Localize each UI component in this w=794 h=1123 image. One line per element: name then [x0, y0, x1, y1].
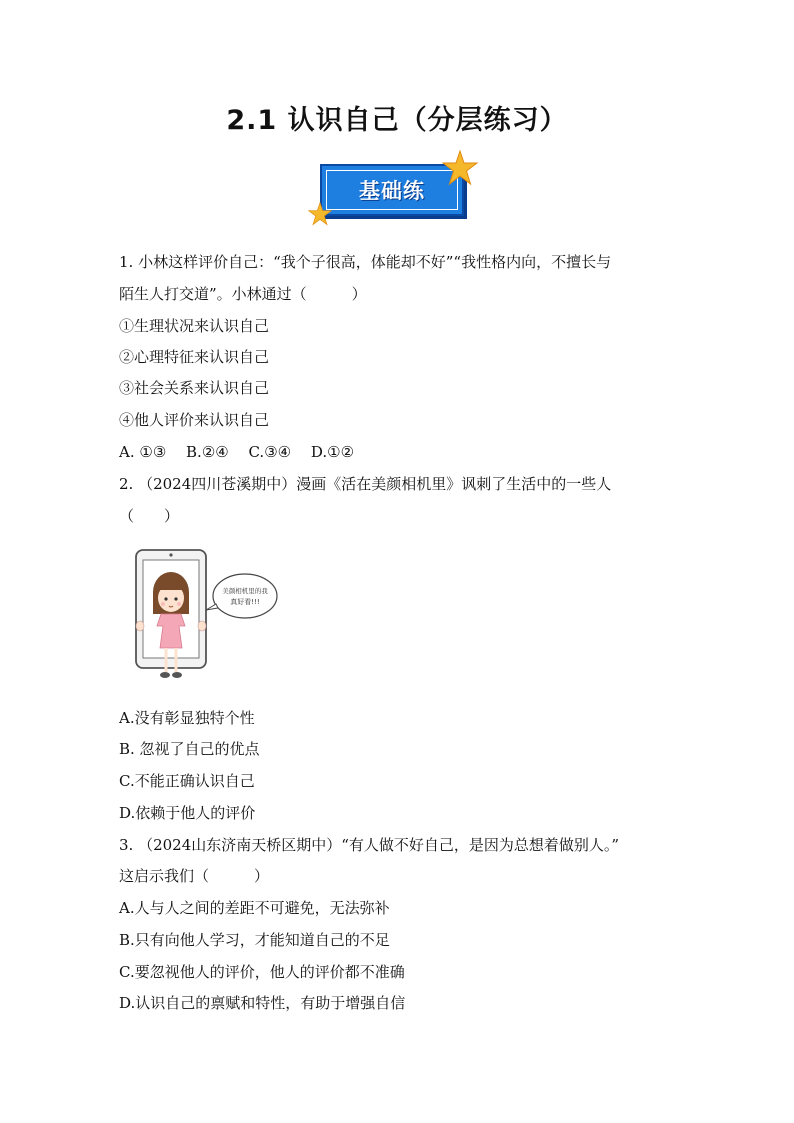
q1-stem-line1: 1. 小林这样评价自己：“我个子很高，体能却不好”“我性格内向，不擅长与	[119, 253, 612, 271]
q2-stem-line2: （ ）	[119, 507, 180, 525]
q2-option-c: C.不能正确认识自己	[119, 772, 255, 790]
q1-stem-line2: 陌生人打交道”。小林通过（ ）	[119, 285, 367, 303]
q2-option-a: A.没有彰显独特个性	[119, 709, 255, 727]
q3-option-d: D.认识自己的禀赋和特性，有助于增强自信	[119, 994, 406, 1012]
q2-stem-line1: 2. （2024四川苍溪期中）漫画《活在美颜相机里》讽刺了生活中的一些人	[119, 475, 612, 493]
speech-text-line2: 真好看!!!	[230, 598, 260, 606]
speech-text-line1: 美颜相机里的我	[222, 587, 268, 595]
q3-option-a: A.人与人之间的差距不可避免，无法弥补	[119, 899, 390, 917]
q1-item-3: ③社会关系来认识自己	[119, 379, 270, 397]
q1-item-1: ①生理状况来认识自己	[119, 317, 270, 335]
section-badge	[306, 150, 482, 228]
q3-option-b: B.只有向他人学习，才能知道自己的不足	[119, 931, 390, 949]
q2-option-b: B. 忽视了自己的优点	[119, 740, 260, 758]
q3-option-c: C.要忽视他人的评价，他人的评价都不准确	[119, 963, 405, 981]
star-icon	[308, 202, 332, 226]
star-icon	[442, 150, 478, 186]
q2-option-d: D.依赖于他人的评价	[119, 804, 256, 822]
page-title: 2.1 认识自己（分层练习）	[226, 105, 568, 136]
speech-bubble	[213, 574, 277, 618]
q1-item-4: ④他人评价来认识自己	[119, 411, 270, 429]
q3-stem-line1: 3. （2024山东济南天桥区期中）“有人做不好自己，是因为总想着做别人。”	[119, 836, 620, 854]
comic-illustration	[132, 548, 282, 688]
q3-stem-line2: 这启示我们（ ）	[119, 867, 270, 885]
q1-item-2: ②心理特征来认识自己	[119, 348, 270, 366]
badge-label: 基础练	[359, 179, 425, 203]
q1-options: A. ①③ B.②④ C.③④ D.①②	[119, 443, 355, 461]
